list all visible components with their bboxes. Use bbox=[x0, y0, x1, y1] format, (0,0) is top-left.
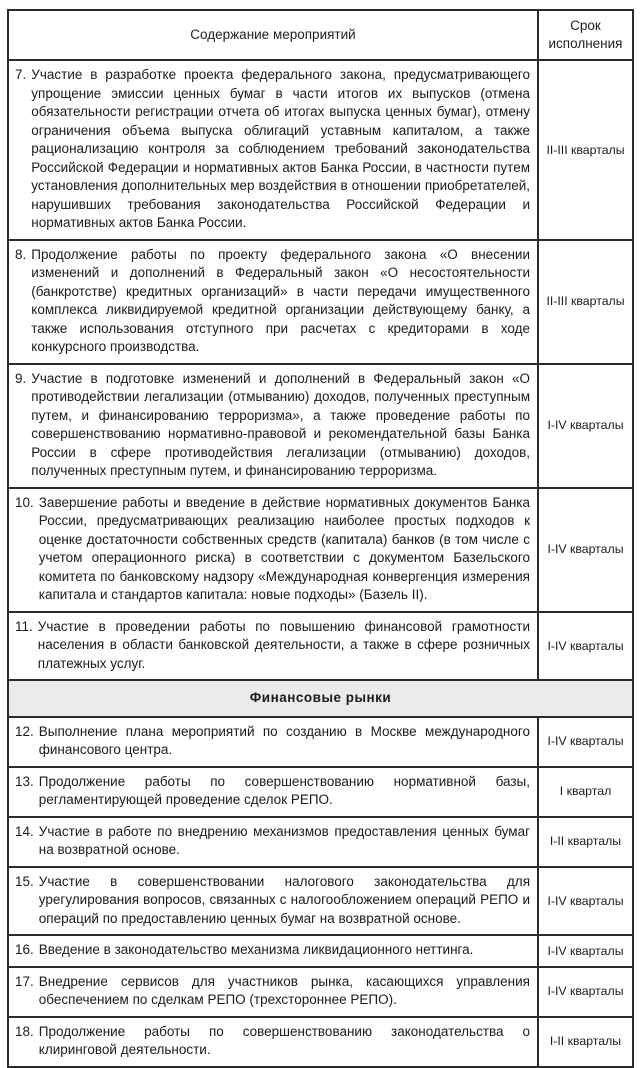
table-row-17 bbox=[8, 967, 633, 1017]
item-text: Введение в законодательство механизма ликвидационного неттинга. bbox=[38, 942, 474, 957]
item-number: 11. bbox=[15, 618, 33, 634]
measure-cell bbox=[8, 240, 538, 364]
deadline-cell: I-II кварталы bbox=[538, 817, 633, 867]
item-text: Участие в совершенствовании налогового законодательства для урегулирования вопросов, связанных с налогообложением операций РЕПО и операций по предоставлению ценных бумаг на возвратной основе. bbox=[38, 873, 530, 926]
item-number: 16. bbox=[15, 942, 34, 957]
table-row-16 bbox=[8, 935, 633, 967]
measure-cell bbox=[8, 817, 538, 867]
table-row-7 bbox=[8, 60, 633, 240]
deadline-cell: I-IV кварталы bbox=[538, 967, 633, 1017]
item-text: Продолжение работы по совершенствованию нормативной базы, регламентирующей проведение сделок РЕПО. bbox=[38, 773, 530, 807]
deadline-cell: I-IV кварталы bbox=[538, 612, 633, 681]
measure-cell bbox=[8, 967, 538, 1017]
deadline-cell: I квартал bbox=[538, 767, 633, 817]
item-number: 17. bbox=[15, 973, 34, 989]
table-row-13 bbox=[8, 767, 633, 817]
content-column-header: Содержание мероприятий bbox=[8, 10, 538, 60]
section-title: Финансовые рынки bbox=[8, 680, 633, 717]
item-number: 13. bbox=[15, 773, 34, 789]
measure-cell bbox=[8, 717, 538, 767]
item-text: Участие в проведении работы по повышению финансовой грамотности населения в области банковской деятельности, а также в сфере розничных платежных услуг. bbox=[37, 618, 530, 671]
measure-cell bbox=[8, 488, 538, 612]
item-text: Продолжение работы по совершенствованию законодательства о клиринговой деятельности. bbox=[38, 1023, 530, 1057]
measure-cell bbox=[8, 60, 538, 240]
item-number: 10. bbox=[15, 494, 34, 510]
measure-cell bbox=[8, 1017, 538, 1067]
item-text: Продолжение работы по проекту федерального закона «О внесении изменений и дополнений в Федеральный закон «О несостоятельности (банкротстве) кредитных организаций» в части передачи имущественного комплекса ликвидируемой кредитной организации действующему банку, а также использования отступного при расчетах с кредиторами в ходе конкурсного производства. bbox=[31, 246, 530, 354]
item-number: 12. bbox=[15, 723, 34, 739]
item-number: 9. bbox=[15, 370, 27, 386]
deadline-cell: II-III кварталы bbox=[538, 60, 633, 240]
measure-cell bbox=[8, 612, 538, 681]
deadline-column-header: Срок исполнения bbox=[538, 10, 633, 60]
item-number: 7. bbox=[15, 67, 27, 82]
item-text: Участие в разработке проекта федерального закона, предусматривающего упрощение эмиссии ценных бумаг в части итогов их выпусков (отмена обязательности регистрации отчета об итогах выпуска ценных бумаг), отмену ограничения объема выпуска облигаций уставным капиталом, а также рационализацию контроля за соблюдением требований законодательства Российской Федерации и нормативных актов Банка России, в частности путем установления дополнительных мер воздействия в отношении приобретателей, нарушивших требования законодательства Российской Федерации и нормативных актов Банка России. bbox=[31, 67, 530, 230]
deadline-cell: I-IV кварталы bbox=[538, 935, 633, 967]
measure-cell bbox=[8, 935, 538, 967]
deadline-cell: I-IV кварталы bbox=[538, 867, 633, 936]
item-text: Внедрение сервисов для участников рынка, касающихся управления обеспечением по сделкам РЕПО (трехстороннее РЕПО). bbox=[38, 973, 530, 1007]
table-row-9 bbox=[8, 364, 633, 488]
item-number: 18. bbox=[15, 1023, 34, 1039]
measure-cell bbox=[8, 364, 538, 488]
section-row bbox=[8, 680, 633, 717]
item-number: 8. bbox=[15, 246, 27, 262]
measures-table bbox=[7, 9, 634, 1068]
item-text: Участие в подготовке изменений и дополнений в Федеральный закон «О противодействии легализации (отмыванию) доходов, полученных преступным путем, и финансированию терроризма», а также проведение работы по совершенствованию нормативно-правовой и рекомендательной базы Банка России в сфере противодействия легализации (отмыванию) доходов, полученных преступным путем, и финансированию терроризма. bbox=[31, 370, 530, 478]
deadline-cell: I-IV кварталы bbox=[538, 364, 633, 488]
item-text: Выполнение плана мероприятий по созданию в Москве международного финансового центра. bbox=[38, 723, 530, 757]
deadline-cell: I-II кварталы bbox=[538, 1017, 633, 1067]
header-row bbox=[8, 10, 633, 60]
table-row-15 bbox=[8, 867, 633, 936]
item-number: 15. bbox=[15, 873, 34, 889]
table-row-12 bbox=[8, 717, 633, 767]
deadline-cell: I-IV кварталы bbox=[538, 488, 633, 612]
table-row-18 bbox=[8, 1017, 633, 1067]
table-row-8 bbox=[8, 240, 633, 364]
deadline-cell: II-III кварталы bbox=[538, 240, 633, 364]
table-row-14 bbox=[8, 817, 633, 867]
measure-cell bbox=[8, 767, 538, 817]
table-row-10 bbox=[8, 488, 633, 612]
measure-cell bbox=[8, 867, 538, 936]
table-row-11 bbox=[8, 612, 633, 681]
item-text: Завершение работы и введение в действие нормативных документов Банка России, предусматривающих реализацию наиболее простых подходов к оценке достаточности собственных средств (капитала) банков (в том числе с учетом операционного риска) в соответствии с документом Базельского комитета по банковскому надзору «Международная конвергенция измерения капитала и стандартов капитала: новые подходы» (Базель II). bbox=[38, 494, 530, 602]
deadline-cell: I-IV кварталы bbox=[538, 717, 633, 767]
item-number: 14. bbox=[15, 823, 34, 839]
item-text: Участие в работе по внедрению механизмов предоставления ценных бумаг на возвратной основе. bbox=[38, 823, 530, 857]
